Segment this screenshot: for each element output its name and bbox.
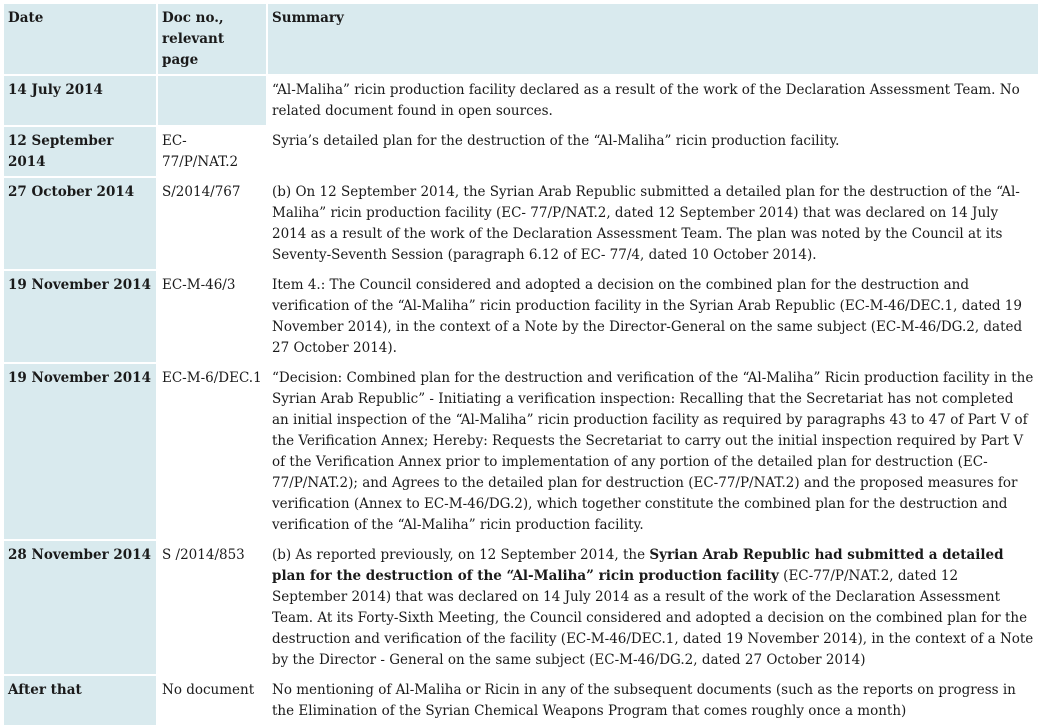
row-date: 19 November 2014	[4, 271, 156, 362]
row-doc-no: No document	[158, 676, 266, 725]
row-doc-no: S /2014/853	[158, 541, 266, 674]
table-header-row	[4, 4, 1038, 74]
summary-text-bold: Syrian Arab Republic had submitted a detailed plan for the destruction of the “Al-Maliha” ricin production facility	[272, 547, 1004, 584]
table-row	[4, 541, 1038, 674]
row-doc-no: EC-77/P/NAT.2	[158, 127, 266, 176]
row-date: 19 November 2014	[4, 364, 156, 539]
row-summary: “Decision: Combined plan for the destruction and verification of the “Al-Maliha” Ricin production facility in the Syrian Arab Republic” - Initiating a verification inspection: Recalling that the Secretariat has not completed an initial inspection of the “Al-Maliha” ricin production facility as required by paragraphs 43 to 47 of Part V of the Verification Annex; Hereby: Requests the Secretariat to carry out the initial inspection required by Part V of the Verification Annex prior to implementation of any portion of the detailed plan for destruction (EC-77/P/NAT.2); and Agrees to the detailed plan for destruction (EC-77/P/NAT.2) and the proposed measures for verification (Annex to EC-M-46/DG.2), which together constitute the combined plan for the destruction and verification of the “Al-Maliha” ricin production facility.	[268, 364, 1038, 539]
row-summary: (b) On 12 September 2014, the Syrian Arab Republic submitted a detailed plan for the destruction of the “Al-Maliha” ricin production facility (EC- 77/P/NAT.2, dated 12 September 2014) that was declared on 14 July 2014 as a result of the work of the Declaration Assessment Team. The plan was noted by the Council at its Seventy-Seventh Session (paragraph 6.12 of EC- 77/4, dated 10 October 2014).	[268, 178, 1038, 269]
row-date: 12 September 2014	[4, 127, 156, 176]
row-date: 28 November 2014	[4, 541, 156, 674]
header-doc-no: Doc no., relevant page	[158, 4, 266, 74]
table-row	[4, 676, 1038, 725]
row-doc-no	[158, 76, 266, 125]
table-row	[4, 271, 1038, 362]
table-row	[4, 364, 1038, 539]
summary-text-pre: (b) As reported previously, on 12 September 2014, the	[272, 547, 650, 563]
row-date: After that	[4, 676, 156, 725]
row-doc-no: EC-M-6/DEC.1	[158, 364, 266, 539]
header-date: Date	[4, 4, 156, 74]
header-summary: Summary	[268, 4, 1038, 74]
table-row	[4, 178, 1038, 269]
table-row	[4, 127, 1038, 176]
row-doc-no: S/2014/767	[158, 178, 266, 269]
row-summary: Syria’s detailed plan for the destruction of the “Al-Maliha” ricin production facility.	[268, 127, 1038, 176]
summary-text-post: (EC-77/P/NAT.2, dated 12 September 2014) that was declared on 14 July 2014 as a result of the work of the Declaration Assessment Team. At its Forty-Sixth Meeting, the Council considered and adopted a decision on the combined plan for the destruction and verification of the facility (EC-M-46/DEC.1, dated 19 November 2014), in the context of a Note by the Director - General on the same subject (EC-M-46/DG.2, dated 27 October 2014)	[272, 568, 1034, 668]
table-row	[4, 76, 1038, 125]
ricin-facility-timeline-table	[2, 2, 1040, 727]
row-summary	[268, 541, 1038, 674]
row-date: 14 July 2014	[4, 76, 156, 125]
row-date: 27 October 2014	[4, 178, 156, 269]
row-summary: “Al-Maliha” ricin production facility declared as a result of the work of the Declaration Assessment Team. No related document found in open sources.	[268, 76, 1038, 125]
row-summary: Item 4.: The Council considered and adopted a decision on the combined plan for the destruction and verification of the “Al-Maliha” ricin production facility in the Syrian Arab Republic (EC-M-46/DEC.1, dated 19 November 2014), in the context of a Note by the Director-General on the same subject (EC-M-46/DG.2, dated 27 October 2014).	[268, 271, 1038, 362]
row-doc-no: EC-M-46/3	[158, 271, 266, 362]
row-summary: No mentioning of Al-Maliha or Ricin in any of the subsequent documents (such as the reports on progress in the Elimination of the Syrian Chemical Weapons Program that comes roughly once a month)	[268, 676, 1038, 725]
